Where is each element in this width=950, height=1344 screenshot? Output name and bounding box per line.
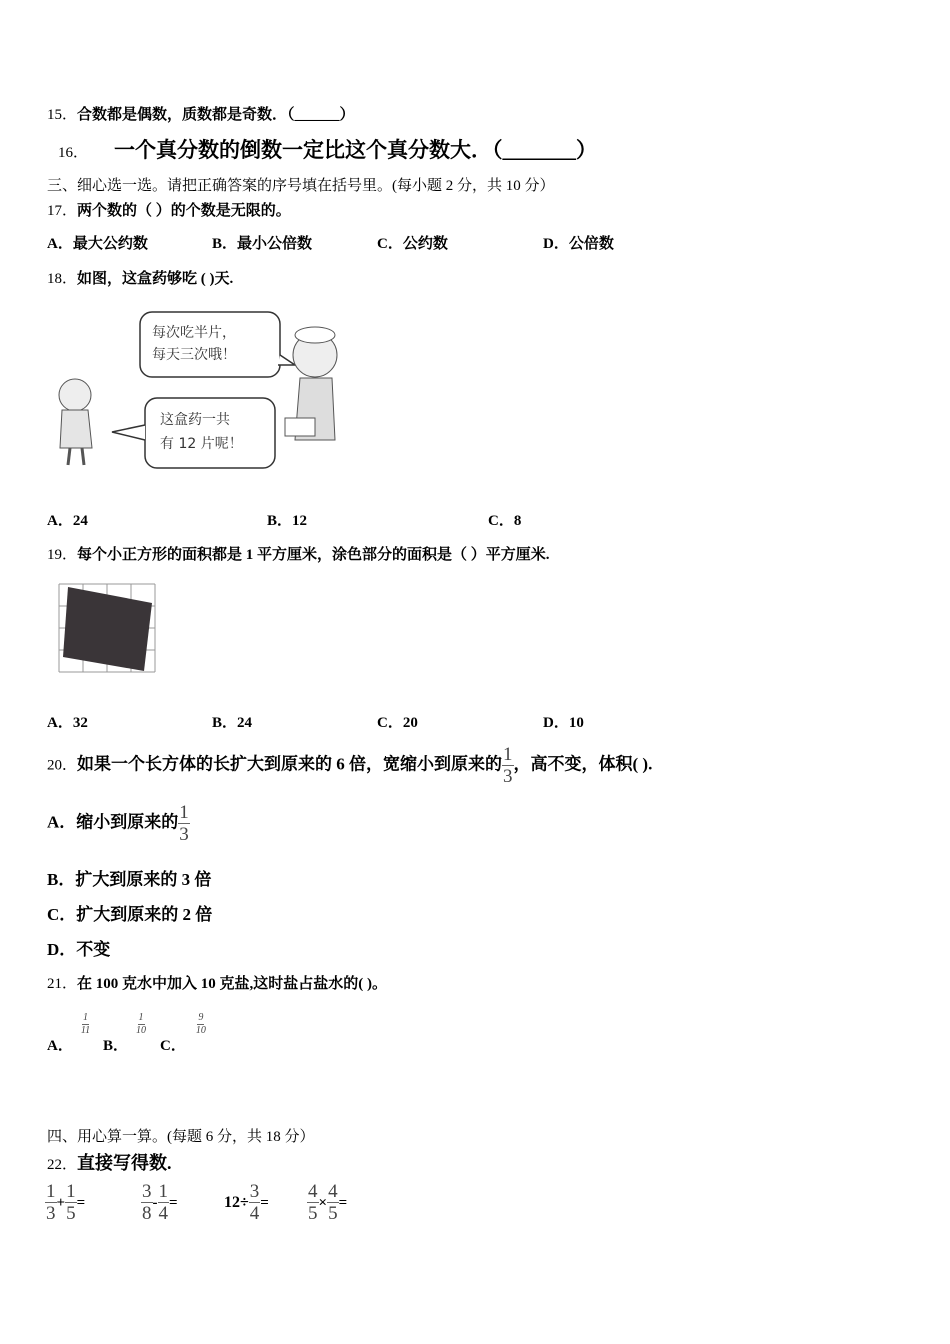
option-a: [47, 803, 190, 844]
q-text: 一个真分数的倒数一定比这个真分数大．（_______）: [114, 138, 598, 162]
option-b: B．12: [267, 513, 308, 529]
q-text: 两个数的（ ）的个数是无限的。: [77, 203, 291, 219]
equals: =: [338, 1194, 348, 1211]
option-b: [103, 1013, 146, 1055]
question-16: [58, 134, 597, 164]
equals: =: [260, 1194, 269, 1211]
question-19: [47, 543, 550, 564]
q-number: 20．: [47, 757, 78, 774]
question-22: [47, 1149, 172, 1175]
expression-2: [141, 1182, 178, 1223]
numerator: 4: [308, 1181, 318, 1202]
option-c: C．8: [488, 513, 522, 529]
option-b: B．扩大到原来的 3 倍: [47, 870, 212, 889]
option-text: A．缩小到原来的: [47, 812, 179, 832]
fraction: [178, 803, 190, 844]
numerator: 1: [503, 744, 513, 765]
q-number: 16．: [58, 145, 89, 161]
option-a: A．32: [47, 715, 88, 731]
equals: =: [76, 1194, 86, 1211]
expression-1: [45, 1182, 85, 1223]
q-number: 21．: [47, 976, 78, 992]
numerator: 3: [249, 1181, 260, 1202]
bubble-line: 每次吃半片，: [152, 325, 236, 341]
equals: =: [169, 1194, 178, 1211]
denominator: 3: [503, 766, 513, 787]
question-18: [47, 267, 233, 288]
operator: -: [152, 1194, 158, 1211]
section-4-heading: 四、用心算一算。(每题 6 分，共 18 分）: [47, 1129, 315, 1145]
q-number: 18．: [47, 271, 78, 287]
expression-3: [224, 1182, 269, 1223]
option-label: B．: [103, 1037, 129, 1054]
q-number: 19．: [47, 547, 78, 563]
option-a: A．24: [47, 513, 88, 529]
fraction: [327, 1182, 339, 1223]
option-b: B．24: [212, 715, 253, 731]
option-c: C．公约数: [377, 236, 448, 252]
numerator: 1: [46, 1181, 56, 1202]
denominator: 5: [66, 1203, 76, 1224]
denominator: 8: [142, 1203, 152, 1224]
denominator: 4: [158, 1203, 168, 1224]
numerator: 1: [82, 1012, 88, 1023]
fraction: [81, 1013, 90, 1036]
option-label: C．: [160, 1037, 186, 1054]
denominator: 5: [308, 1203, 318, 1224]
question-21: [47, 972, 387, 993]
option-a: A．最大公约数: [47, 236, 148, 252]
expression-4: [307, 1182, 347, 1223]
numerator: 3: [142, 1181, 152, 1202]
numerator: 1: [158, 1181, 168, 1202]
option-c: [160, 1013, 206, 1055]
option-d: D．10: [543, 715, 584, 731]
medicine-illustration: [50, 300, 360, 475]
question-20: [47, 745, 652, 786]
denominator: 10: [195, 1025, 206, 1036]
speech-bubble-child: [160, 408, 243, 456]
bubble-line: 这盒药一共: [160, 412, 230, 428]
option-c: C．扩大到原来的 2 倍: [47, 905, 213, 924]
q-number: 17．: [47, 203, 78, 219]
operator: +: [56, 1194, 66, 1211]
denominator: 3: [179, 824, 189, 845]
q-text: 在 100 克水中加入 10 克盐,这时盐占盐水的( )。: [77, 976, 388, 992]
q-text: 如图，这盒药够吃 ( )天.: [77, 271, 234, 287]
numerator: 1: [66, 1181, 76, 1202]
numerator: 9: [198, 1012, 204, 1023]
fraction: [196, 1013, 206, 1036]
option-a: [47, 1013, 90, 1055]
numerator: 4: [328, 1181, 338, 1202]
bubble-line: 每天三次哦！: [152, 347, 236, 363]
option-label: A．: [47, 1037, 73, 1054]
fraction: [307, 1182, 319, 1223]
section-3-heading: 三、细心选一选。请把正确答案的序号填在括号里。(每小题 2 分，共 10 分）: [47, 178, 555, 194]
fraction: [136, 1013, 146, 1036]
question-17: [47, 199, 291, 220]
numerator: 1: [138, 1012, 144, 1023]
fraction: [65, 1182, 77, 1223]
numerator: 1: [179, 802, 189, 823]
question-15: [47, 103, 355, 124]
q-text: 合数都是偶数，质数都是奇数．（______）: [77, 107, 355, 123]
option-d: D．公倍数: [543, 236, 614, 252]
q-text: 如果一个长方体的长扩大到原来的 6 倍，宽缩小到原来的: [77, 754, 503, 774]
grid-square-figure: [58, 583, 156, 673]
fraction: [502, 745, 514, 786]
fraction: [141, 1182, 153, 1223]
q-text: 每个小正方形的面积都是 1 平方厘米，涂色部分的面积是（ ）平方厘米.: [77, 547, 550, 563]
operator: ×: [318, 1194, 328, 1211]
speech-bubble-nurse: [152, 322, 236, 366]
denominator: 5: [328, 1203, 338, 1224]
option-d: D．不变: [47, 940, 111, 959]
denominator: 11: [80, 1025, 91, 1036]
q-number: 22．: [47, 1157, 78, 1173]
option-c: C．20: [377, 715, 418, 731]
option-b: B．最小公倍数: [212, 236, 313, 252]
q-text: 直接写得数.: [77, 1153, 172, 1173]
denominator: 10: [136, 1025, 147, 1036]
expression-prefix: 12÷: [224, 1193, 249, 1211]
q-number: 15．: [47, 107, 78, 123]
bubble-line: 有 12 片呢！: [160, 436, 243, 452]
denominator: 4: [249, 1203, 260, 1224]
q-text: ，高不变，体积( ).: [513, 754, 653, 774]
fraction: [45, 1182, 57, 1223]
fraction: [158, 1182, 170, 1223]
denominator: 3: [46, 1203, 56, 1224]
fraction: [249, 1182, 261, 1223]
